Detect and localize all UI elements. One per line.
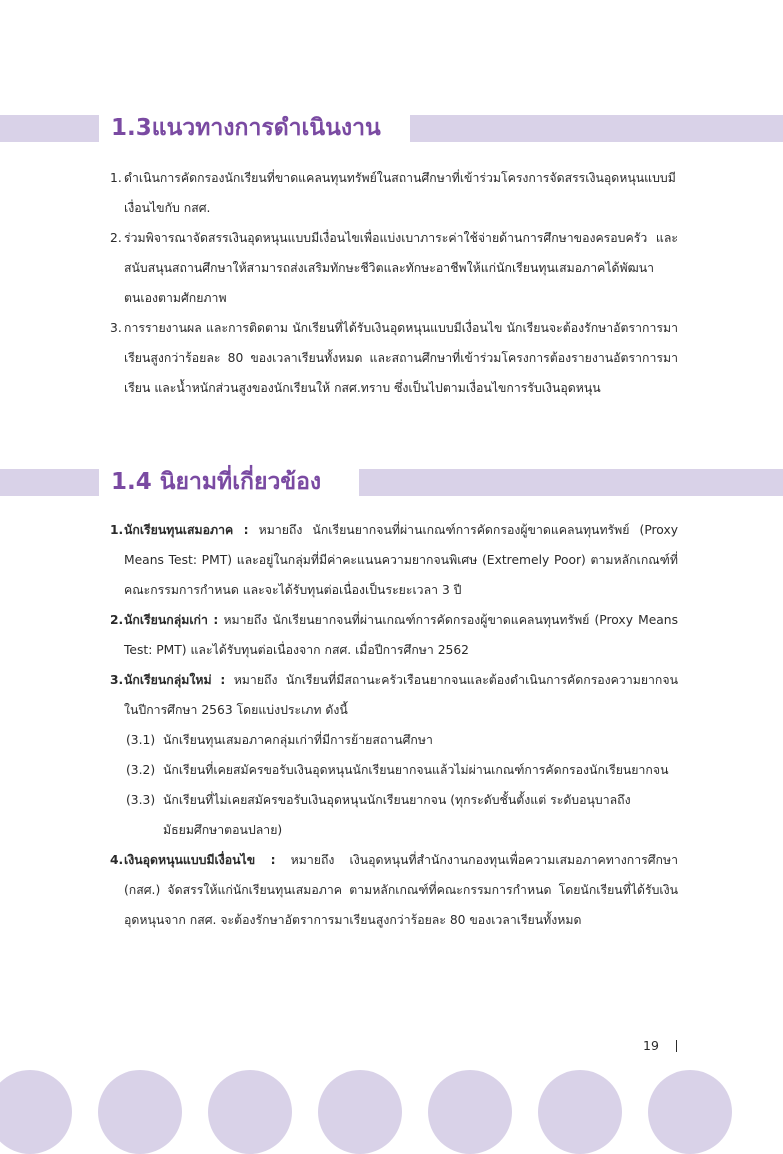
section-14-heading: 1.4 นิยามที่เกี่ยวข้อง: [111, 469, 322, 495]
definition-item: [110, 665, 678, 725]
list-item: [110, 223, 678, 313]
sub-item-text: นักเรียนที่เคยสมัครขอรับเงินอุดหนุนนักเรียนยากจนแล้วไม่ผ่านเกณฑ์การคัดกรองนักเรียนยากจน: [163, 763, 669, 777]
page-number-separator: [676, 1040, 677, 1052]
decorative-circle: [538, 1070, 622, 1154]
list-item-number: 2.: [110, 231, 122, 245]
list-item: [110, 163, 678, 223]
definition-item: [110, 605, 678, 665]
section-14-band-left: [0, 469, 99, 496]
sub-item: [126, 785, 678, 845]
sub-item-number: (3.1): [126, 733, 156, 747]
definition-text: หมายถึง นักเรียนที่มีสถานะครัวเรือนยากจนและต้องดำเนินการคัดกรองความยากจนในปีการศึกษา 2563 โดยแบ่งประเภท ดังนี้: [124, 673, 678, 717]
sub-item: [126, 755, 678, 785]
decorative-circle: [648, 1070, 732, 1154]
decorative-circle: [0, 1070, 72, 1154]
section-13-heading: 1.3แนวทางการดำเนินงาน: [111, 115, 381, 141]
definition-number: 1.: [110, 523, 124, 537]
list-item-text: การรายงานผล และการติดตาม นักเรียนที่ได้รับเงินอุดหนุนแบบมีเงื่อนไข นักเรียนจะต้องรักษาอัตราการมาเรียนสูงกว่าร้อยละ 80 ของเวลาเรียนทั้งหมด และสถานศึกษาที่เข้าร่วมโครงการต้องรายงานอัตราการมาเรียน และน้ำหนักส่วนสูงของนักเรียนให้ กสศ.ทราบ ซึ่งเป็นไปตามเงื่อนไขการรับเงินอุดหนุน: [124, 321, 678, 395]
decorative-circle: [208, 1070, 292, 1154]
definition-term: นักเรียนทุนเสมอภาค :: [124, 523, 249, 537]
section-13-band-right: [410, 115, 783, 142]
list-item: [110, 313, 678, 403]
page-number: 19: [643, 1038, 659, 1053]
sub-item: [126, 725, 678, 755]
list-item-number: 3.: [110, 321, 122, 335]
definition-text: หมายถึง นักเรียนยากจนที่ผ่านเกณฑ์การคัดกรองผู้ขาดแคลนทุนทรัพย์ (Proxy Means Test: PMT) และได้รับทุนต่อเนื่องจาก กสศ. เมื่อปีการศึกษา 2562: [124, 613, 679, 657]
definition-item: [110, 515, 678, 605]
definition-item: [110, 845, 678, 935]
section-13-list: [110, 163, 678, 403]
list-item-text: ร่วมพิจารณาจัดสรรเงินอุดหนุนแบบมีเงื่อนไขเพื่อแบ่งเบาภาระค่าใช้จ่ายด้านการศึกษาของครอบครัว และสนับสนุนสถานศึกษาให้สามารถส่งเสริมทักษะชีวิตและทักษะอาชีพให้แก่นักเรียนทุนเสมอภาคได้พัฒนาตนเองตามศักยภาพ: [124, 231, 678, 305]
sub-item-number: (3.2): [126, 763, 156, 777]
definition-number: 3.: [110, 673, 124, 687]
definition-text: หมายถึง นักเรียนยากจนที่ผ่านเกณฑ์การคัดกรองผู้ขาดแคลนทุนทรัพย์ (Proxy Means Test: PMT) และอยู่ในกลุ่มที่มีค่าคะแนนความยากจนพิเศษ (Extremely Poor) ตามหลักเกณฑ์ที่คณะกรรมการกำหนด และจะได้รับทุนต่อเนื่องเป็นระยะเวลา 3 ปี: [124, 523, 678, 597]
section-14-band-right: [359, 469, 783, 496]
definition-term: นักเรียนกลุ่มใหม่ :: [124, 673, 226, 687]
list-item-text: ดำเนินการคัดกรองนักเรียนที่ขาดแคลนทุนทรัพย์ในสถานศึกษาที่เข้าร่วมโครงการจัดสรรเงินอุดหนุนแบบมีเงื่อนไขกับ กสศ.: [124, 171, 676, 215]
section-14-list: [110, 515, 678, 935]
definition-text: หมายถึง เงินอุดหนุนที่สำนักงานกองทุนเพื่อความเสมอภาคทางการศึกษา (กสศ.) จัดสรรให้แก่นักเรียนทุนเสมอภาค ตามหลักเกณฑ์ที่คณะกรรมการกำหนด โดยนักเรียนที่ได้รับเงินอุดหนุนจาก กสศ. จะต้องรักษาอัตราการมาเรียนสูงกว่าร้อยละ 80 ของเวลาเรียนทั้งหมด: [124, 853, 678, 927]
list-item-number: 1.: [110, 171, 122, 185]
definition-number: 2.: [110, 613, 124, 627]
decorative-circle: [428, 1070, 512, 1154]
decorative-circle: [318, 1070, 402, 1154]
definition-term: เงินอุดหนุนแบบมีเงื่อนไข :: [124, 853, 276, 867]
decorative-circle: [98, 1070, 182, 1154]
sub-item-text: นักเรียนที่ไม่เคยสมัครขอรับเงินอุดหนุนนักเรียนยากจน (ทุกระดับชั้นตั้งแต่ ระดับอนุบาลถึง มัธยมศึกษาตอนปลาย): [163, 793, 631, 837]
sub-item-number: (3.3): [126, 793, 156, 807]
definition-term: นักเรียนกลุ่มเก่า :: [124, 613, 219, 627]
sub-item-text: นักเรียนทุนเสมอภาคกลุ่มเก่าที่มีการย้ายสถานศึกษา: [163, 733, 433, 747]
section-13-band-left: [0, 115, 99, 142]
definition-number: 4.: [110, 853, 124, 867]
